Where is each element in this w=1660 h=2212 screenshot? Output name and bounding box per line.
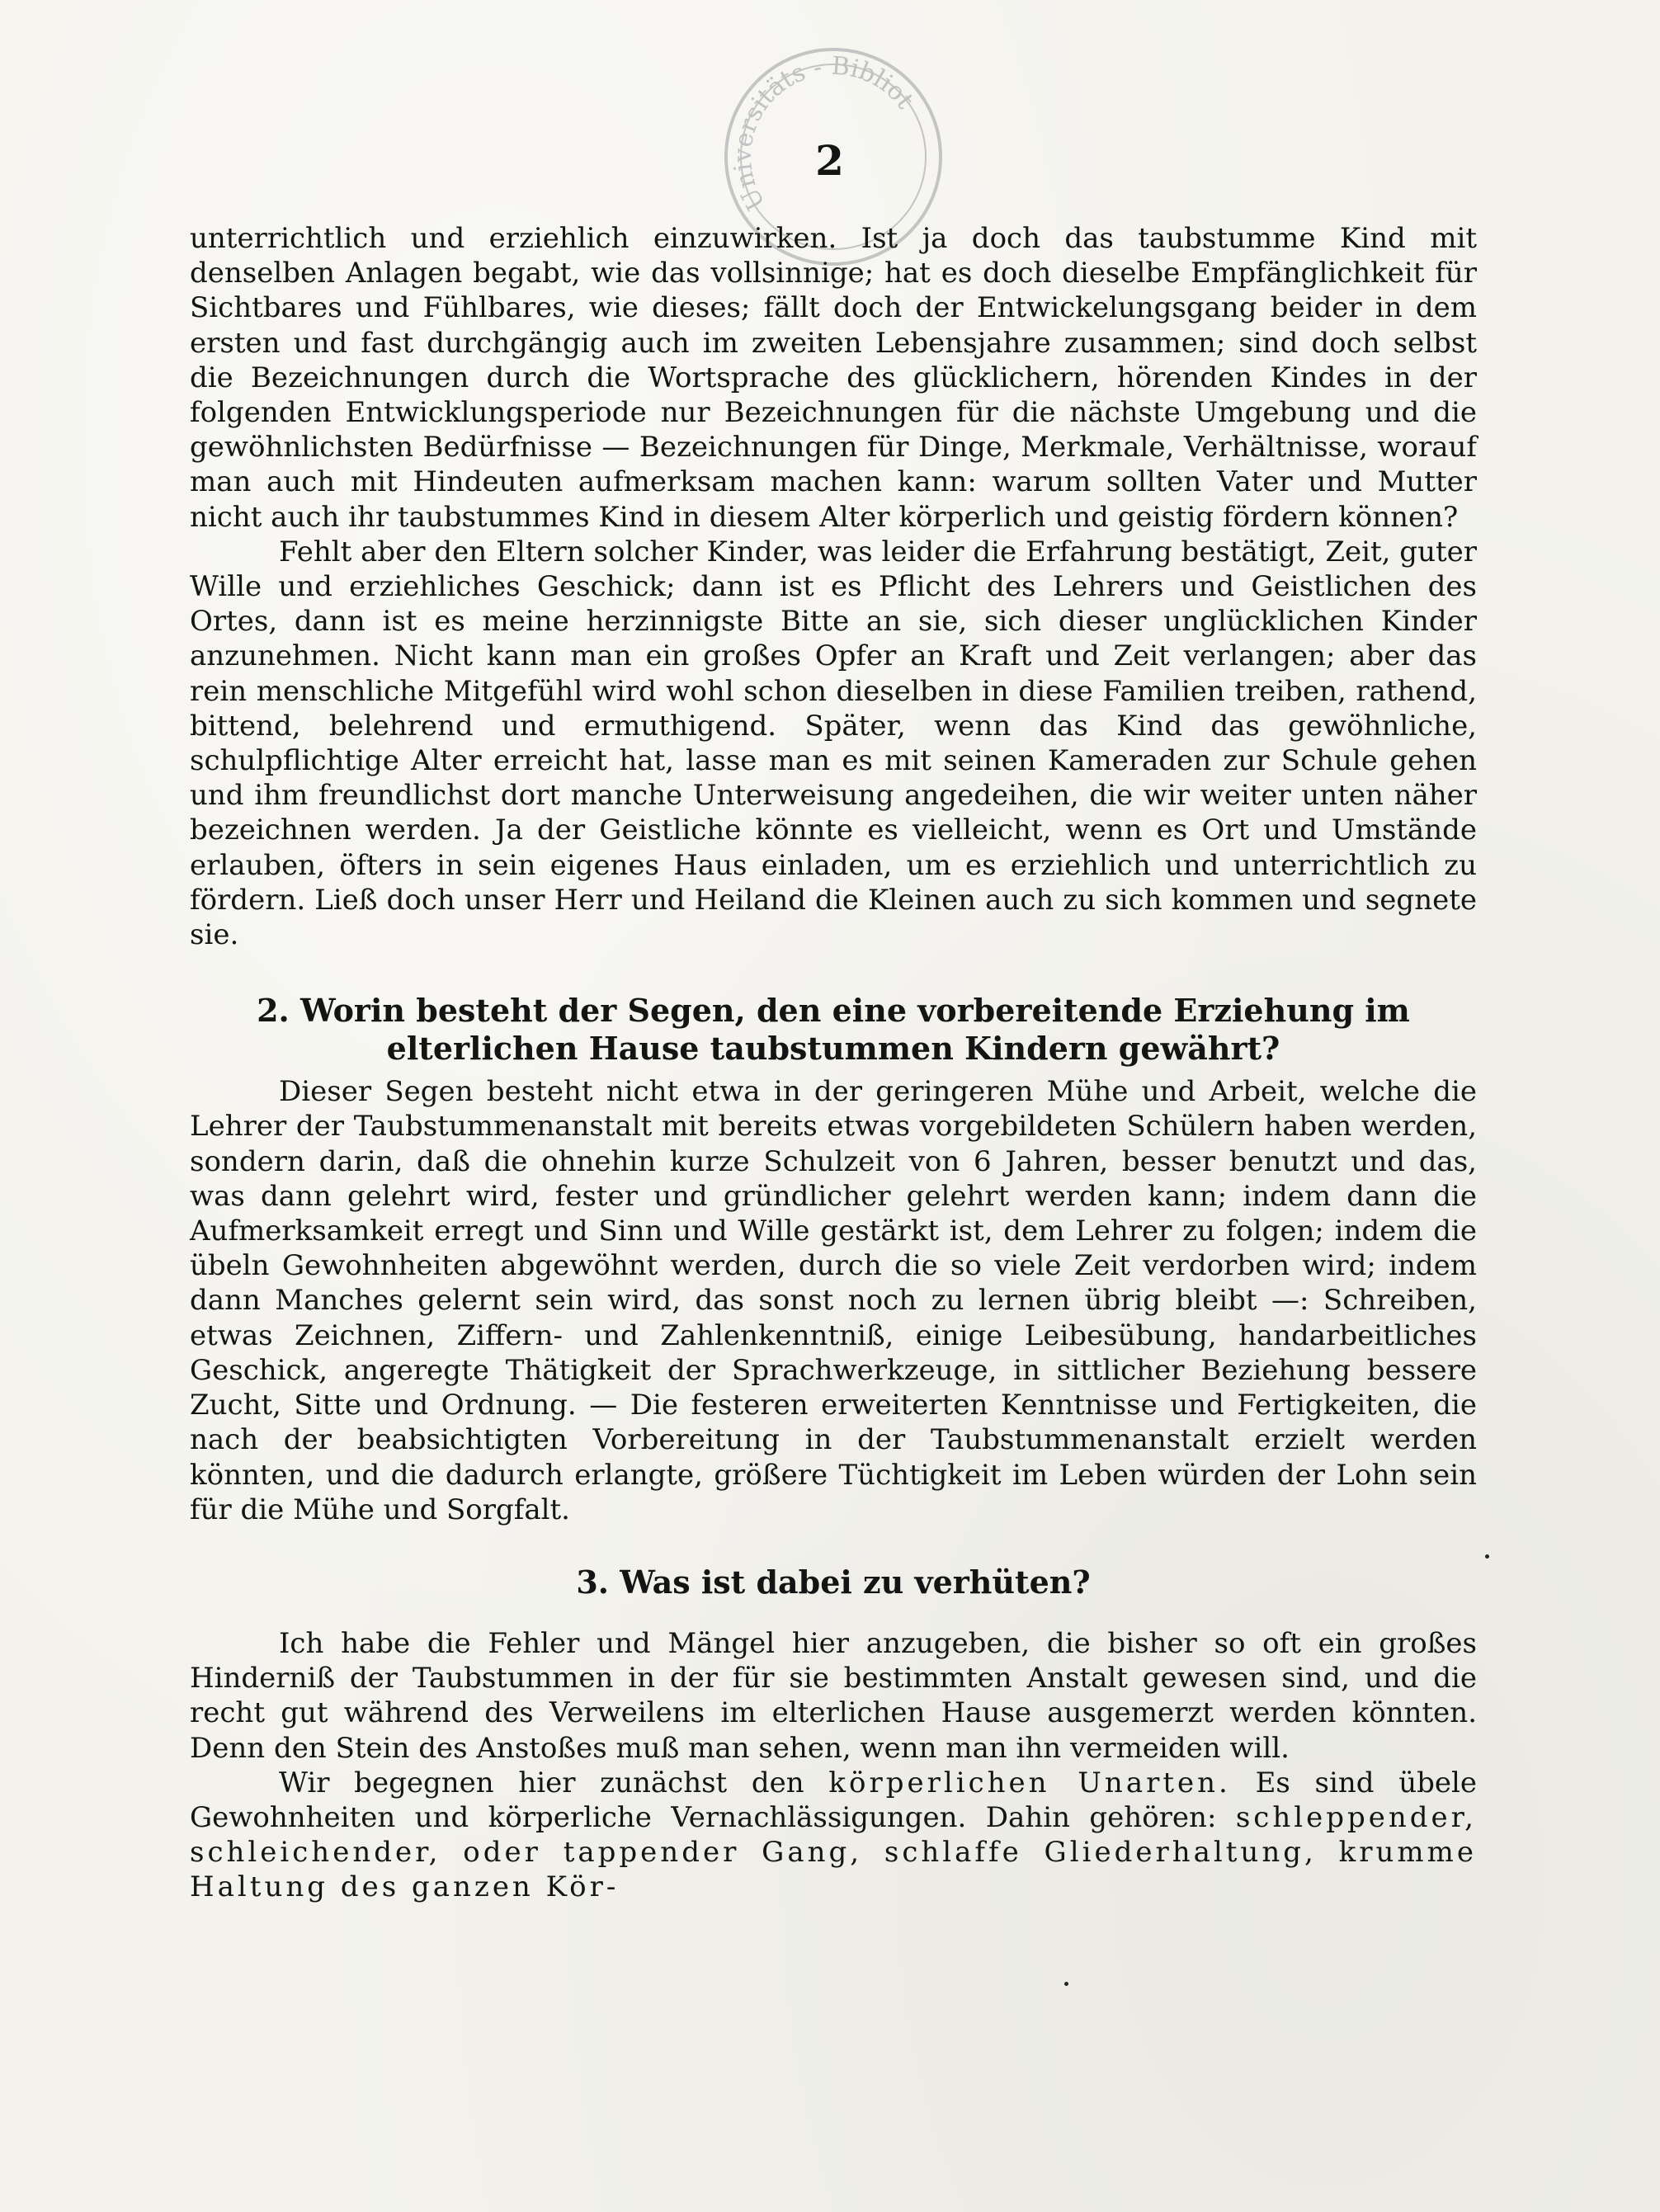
page-body <box>190 221 1477 1905</box>
ink-speck <box>1064 1982 1068 1986</box>
paragraph-2: Fehlt aber den Eltern solcher Kinder, was leider die Erfahrung bestätigt, Zeit, guter Wille und erziehliches Geschick; dann ist es Pflicht des Lehrers und Geistlichen des Ortes, dann ist es meine herzinnigste Bitte an sie, sich dieser unglücklichen Kinder anzunehmen. Nicht kann man ein großes Opfer an Kraft und Zeit verlangen; aber das rein menschliche Mitgefühl wird wohl schon dieselben in diese Familien treiben, rathend, bittend, belehrend und ermuthigend. Später, wenn das Kind das gewöhnliche, schulpflichtige Alter erreicht hat, lasse man es mit seinen Kameraden zur Schule gehen und ihm freundlichst dort manche Unterweisung angedeihen, die wir weiter unten näher bezeichnen werden. Ja der Geistliche könnte es vielleicht, wenn es Ort und Umstände erlauben, öfters in sein eigenes Haus einladen, um es erziehlich und unterrichtlich zu fördern. Ließ doch unser Herr und Heiland die Kleinen auch zu sich kommen und segnete sie. <box>190 535 1477 952</box>
page-number: 2 <box>815 136 845 185</box>
paragraph-5 <box>190 1766 1477 1905</box>
paragraph-3: Dieser Segen besteht nicht etwa in der geringeren Mühe und Arbeit, welche die Lehrer der Taubstummenanstalt mit bereits etwas vorgebildeten Schülern haben werden, sondern darin, daß die ohnehin kurze Schulzeit von 6 Jahren, besser benutzt und das, was dann gelehrt wird, fester und gründlicher gelehrt werden kann; indem dann die Aufmerksamkeit erregt und Sinn und Wille gestärkt ist, dem Lehrer zu folgen; indem die übeln Gewohnheiten abgewöhnt werden, durch die so viele Zeit verdorben wird; indem dann Manches gelernt sein wird, das sonst noch zu lernen übrig bleibt —: Schreiben, etwas Zeichnen, Ziffern- und Zahlenkenntniß, einige Leibesübung, handarbeitliches Geschick, angeregte Thätigkeit der Sprachwerkzeuge, in sittlicher Beziehung bessere Zucht, Sitte und Ordnung. — Die festeren erweiterten Kenntnisse und Fertigkeiten, die nach der beabsichtigten Vorbereitung in der Taubstummenanstalt erzielt werden könnten, und die dadurch erlangte, größere Tüchtigkeit im Leben würden der Lohn sein für die Mühe und Sorgfalt. <box>190 1075 1477 1526</box>
section-heading-2: 2. Worin besteht der Segen, den eine vorbereitende Erziehung im elterlichen Hause taubstummen Kindern gewährt? <box>257 992 1410 1068</box>
ink-speck <box>1485 1554 1489 1559</box>
paragraph-1: unterrichtlich und erziehlich einzuwirken. Ist ja doch das taubstumme Kind mit denselben Anlagen begabt, wie das vollsinnige; hat es doch dieselbe Empfänglichkeit für Sichtbares und Fühlbares, wie dieses; fällt doch der Entwickelungsgang beider in dem ersten und fast durchgängig auch im zweiten Lebensjahre zusammen; sind doch selbst die Bezeichnungen durch die Wortsprache des glücklichern, hörenden Kindes in der folgenden Entwicklungsperiode nur Bezeichnungen für die nächste Umgebung und die gewöhnlichsten Bedürfnisse — Bezeichnungen für Dinge, Merkmale, Verhältnisse, worauf man auch mit Hindeuten aufmerksam machen kann: warum sollten Vater und Mutter nicht auch ihr taubstummes Kind in diesem Alter körperlich und geistig fördern können? <box>190 222 1477 534</box>
paragraph-5-emphasis-2: schleppender, schleichender, oder tappender Gang, schlaffe Gliederhaltung, krumme Haltung des ganzen Kör- <box>190 1800 1477 1904</box>
paragraph-4: Ich habe die Fehler und Mängel hier anzugeben, die bisher so oft ein großes Hinderniß der Taubstummen in der für sie bestimmten Anstalt gewesen sind, und die recht gut während des Verweilens im elterlichen Hause ausgemerzt werden könnten. Denn den Stein des Anstoßes muß man sehen, wenn man ihn vermeiden will. <box>190 1626 1477 1765</box>
paragraph-5-middle: Es sind übele Gewohnheiten und körperliche Vernachlässigungen. Dahin gehören: <box>190 1766 1478 1834</box>
svg-text:Universitäts - Biblioth <box>710 33 920 233</box>
section-heading-3: 3. Was ist dabei zu verhüten? <box>576 1563 1091 1601</box>
paragraph-5-start: Wir begegnen hier zunächst den <box>279 1766 829 1799</box>
paragraph-5-emphasis-1: körperlichen Unarten. <box>828 1766 1231 1799</box>
stamp-text: Universitäts - Biblioth <box>728 51 920 215</box>
